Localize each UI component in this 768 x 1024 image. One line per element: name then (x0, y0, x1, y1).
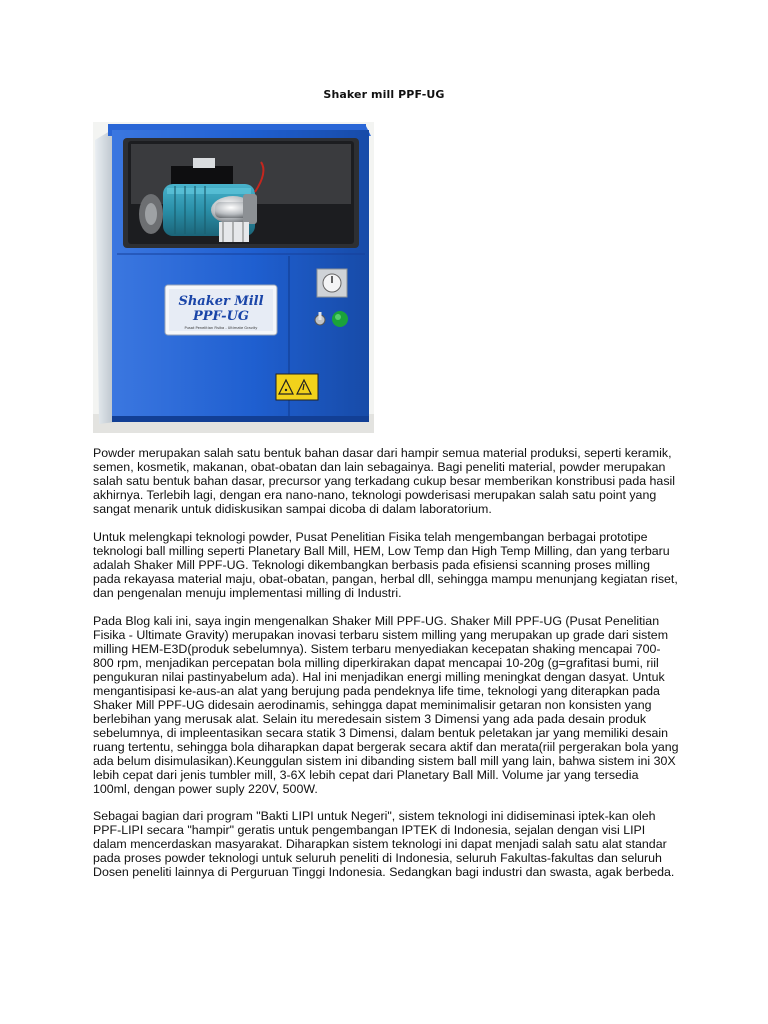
paragraph-4: Sebagai bagian dari program "Bakti LIPI untuk Negeri", sistem teknologi ini didiseminasi iptek-kan oleh PPF-LIPI secara "hampir" geratis untuk pengembangan IPTEK di Indonesia, sejalan dengan visi LIPI dalam mencerdaskan masyarakat. Diharapkan sistem teknologi ini dapat menjadi salah satu alat standar pada proses powder teknologi untuk seluruh peneliti di Indonesia, seluruh Fakultas-fakultas dan seluruh Dosen peneliti lainnya di Perguruan Tinggi Indonesia. Sedangkan bagi industri dan swasta, agak berbeda. (93, 809, 675, 880)
label-line3: Pusat Penelitian Fisika - Ultimate Gravity (184, 326, 258, 330)
label-line1: Shaker Mill (178, 294, 264, 309)
paragraph-1: Powder merupakan salah satu bentuk bahan dasar dari hampir semua material produksi, seperti keramik, semen, kosmetik, makanan, obat-obatan dan lain sebagainya. Bagi peneliti material, powder merupakan salah satu bentuk bahan dasar, precursor yang terkadang cukup besar memberikan konstribusi pada hasil akhirnya. Terlebih lagi, dengan era nano-nano, teknologi powderisasi merupakan salah satu point yang sangat menarik untuk didiskusikan sampai dicoba di dalam laboratorium. (93, 446, 676, 516)
label-line2: PPF-UG (192, 309, 250, 324)
paragraph-2: Untuk melengkapi teknologi powder, Pusat Penelitian Fisika telah mengembangan berbagai prototipe teknologi ball milling seperti Planetary Ball Mill, HEM, Low Temp dan High Temp Milling, dan yang terbaru adalah Shaker Mill PPF-UG. Teknologi dikembangkan berbasis pada efisiensi scanning proses milling pada rekayasa material maju, obat-obatan, pangan, herbal dll, sehingga mampu menunjang kegiatan riset, dan pengenalan menuju implementasi milling di Industri. (93, 529, 678, 600)
article-body (93, 446, 679, 893)
shaker-mill-photo (93, 122, 374, 433)
page-title: Shaker mill PPF-UG (323, 88, 445, 101)
paragraph-3: Pada Blog kali ini, saya ingin mengenalkan Shaker Mill PPF-UG. Shaker Mill PPF-UG (Pusat Penelitian Fisika - Ultimate Gravity) merupakan inovasi terbaru sistem milling yang merupakan up grade dari sistem milling HEM-E3D(produk sebelumnya). Sistem terbaru menyediakan kecepatan shaking mencapai 700-800 rpm, menjadikan percepatan bola milling diperkirakan dapat mencapai 10-20g (g=grafitasi bumi, riil pengukuran nilai pastinyabelum ada). Hal ini menjadikan energi milling meningkat dengan dasyat. Untuk mengantisipasi ke-aus-an alat yang berujung pada pendeknya life time, teknologi yang diterapkan pada Shaker Mill PPF-UG didesain aerodinamis, sehingga dapat meminimalisir getaran non konsisten yang berlebihan yang merusak alat. Selain itu meredesain sistem 3 Dimensi yang ada pada desain produk sebelumnya, di impleentasikan secara statik 3 Dimensi, dalam bentuk peletakan jar yang memiliki desain ruang tertentu, sehingga bola diharapkan dapat bergerak secara aktif dan merata(riil pergerakan bola yang ada belum disimulasikan).Keunggulan sistem ini dibanding sistem ball mill yang lain, bahwa sistem ini 30X lebih cepat dari jenis tumbler mill, 3-6X lebih cepat dari Planetary Ball Mill. Volume jar yang tersedia 100ml, dengan power suply 220V, 500W. (93, 613, 679, 796)
